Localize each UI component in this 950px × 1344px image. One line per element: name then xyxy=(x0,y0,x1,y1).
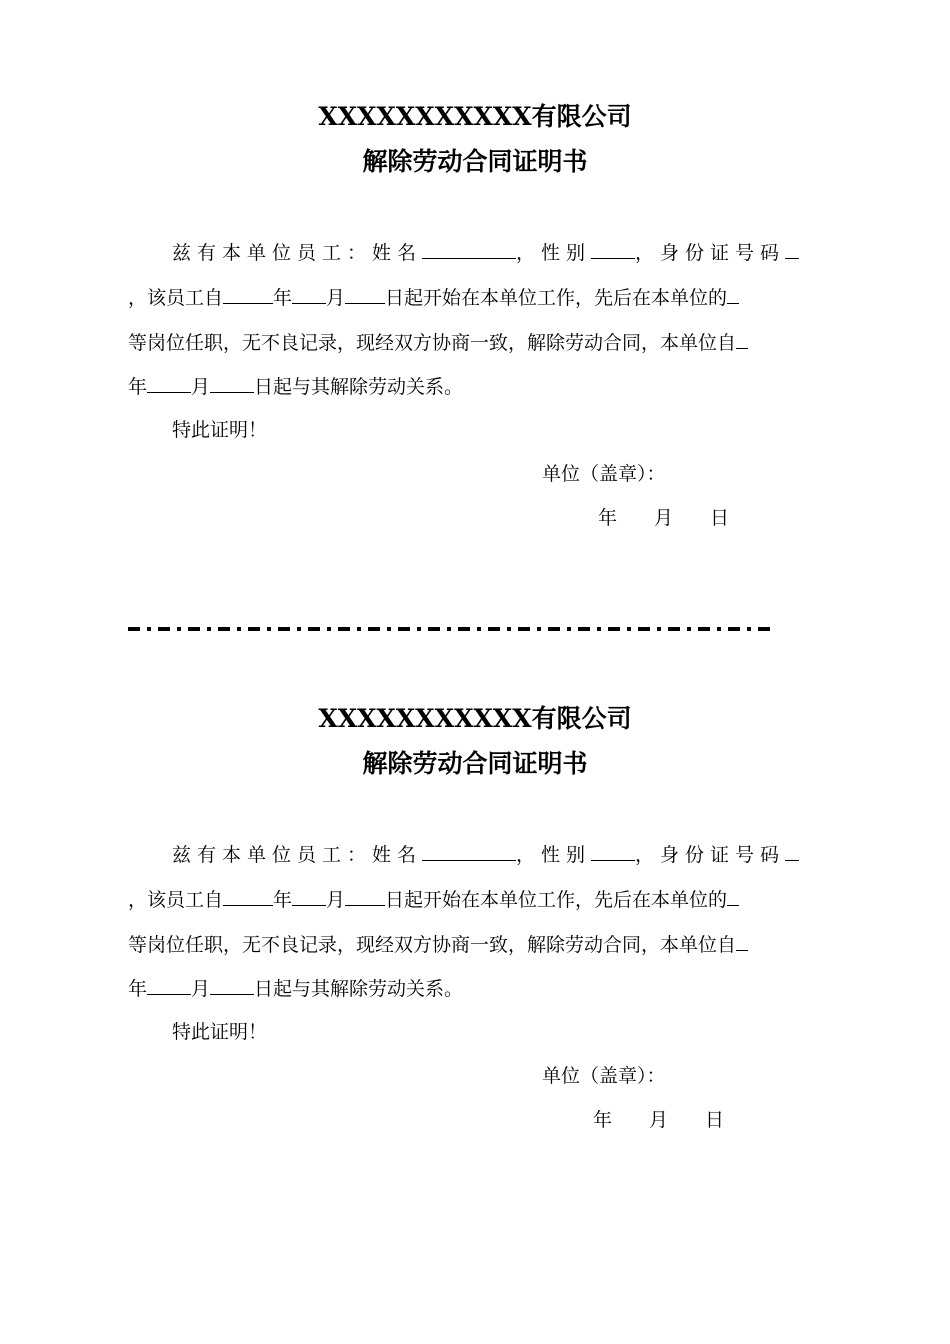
start-rest: 日起开始在本单位工作，先后在本单位的 xyxy=(385,287,728,309)
gender-blank xyxy=(591,240,635,259)
name-blank xyxy=(422,842,516,861)
start-prefix: ，该员工自 xyxy=(128,287,224,309)
position-blank xyxy=(727,285,739,304)
id-label: ，身份证号码 xyxy=(635,242,786,264)
end-blank xyxy=(736,330,748,349)
body-line-1 xyxy=(172,240,799,265)
body-line-2 xyxy=(128,285,739,310)
end-month-blank xyxy=(147,374,191,393)
start-year-label: 年 xyxy=(273,889,293,911)
employee-intro: 兹有本单位员工：姓名 xyxy=(172,242,423,264)
end-rest: 日起与其解除劳动关系。 xyxy=(254,978,464,1000)
sign-year: 年 xyxy=(598,507,618,529)
closing-text: 特此证明！ xyxy=(172,419,268,441)
name-blank xyxy=(422,240,516,259)
start-month-label: 月 xyxy=(326,287,346,309)
end-year-label: 年 xyxy=(128,978,148,1000)
id-blank xyxy=(785,240,799,259)
end-rest: 日起与其解除劳动关系。 xyxy=(254,376,464,398)
end-month-label: 月 xyxy=(191,376,211,398)
body-line-3 xyxy=(128,330,748,355)
sign-month: 月 xyxy=(649,1109,669,1131)
body-line-2 xyxy=(128,887,739,912)
end-day-blank xyxy=(210,374,254,393)
end-blank xyxy=(736,932,748,951)
record-text: 等岗位任职，无不良记录，现经双方协商一致，解除劳动合同，本单位自 xyxy=(128,332,737,354)
start-year-blank xyxy=(223,887,273,906)
start-day-blank xyxy=(345,887,385,906)
end-year-label: 年 xyxy=(128,376,148,398)
sign-day: 日 xyxy=(710,507,730,529)
sign-year: 年 xyxy=(593,1109,613,1131)
id-label: ，身份证号码 xyxy=(635,844,786,866)
unit-seal-label: 单位（盖章）： xyxy=(542,1065,666,1087)
start-year-label: 年 xyxy=(273,287,293,309)
sign-month: 月 xyxy=(654,507,674,529)
gender-blank xyxy=(591,842,635,861)
body-line-3 xyxy=(128,932,748,957)
cut-line-divider xyxy=(128,627,776,631)
gender-label: ，性别 xyxy=(516,242,592,264)
start-month-label: 月 xyxy=(326,889,346,911)
document-title: 解除劳动合同证明书 xyxy=(362,147,588,176)
body-line-1 xyxy=(172,842,799,867)
start-year-blank xyxy=(223,285,273,304)
start-month-blank xyxy=(292,285,326,304)
position-blank xyxy=(727,887,739,906)
closing-text: 特此证明！ xyxy=(172,1021,268,1043)
record-text: 等岗位任职，无不良记录，现经双方协商一致，解除劳动合同，本单位自 xyxy=(128,934,737,956)
unit-seal-label: 单位（盖章）： xyxy=(542,463,666,485)
body-line-4 xyxy=(128,374,463,399)
start-prefix: ，该员工自 xyxy=(128,889,224,911)
body-line-4 xyxy=(128,976,463,1001)
id-blank xyxy=(785,842,799,861)
gender-label: ，性别 xyxy=(516,844,592,866)
start-day-blank xyxy=(345,285,385,304)
employee-intro: 兹有本单位员工：姓名 xyxy=(172,844,423,866)
end-month-label: 月 xyxy=(191,978,211,1000)
start-month-blank xyxy=(292,887,326,906)
start-rest: 日起开始在本单位工作，先后在本单位的 xyxy=(385,889,728,911)
sign-day: 日 xyxy=(705,1109,725,1131)
end-day-blank xyxy=(210,976,254,995)
company-name: XXXXXXXXXXX有限公司 xyxy=(318,102,632,131)
company-name: XXXXXXXXXXX有限公司 xyxy=(318,704,632,733)
end-month-blank xyxy=(147,976,191,995)
document-title: 解除劳动合同证明书 xyxy=(362,749,588,778)
